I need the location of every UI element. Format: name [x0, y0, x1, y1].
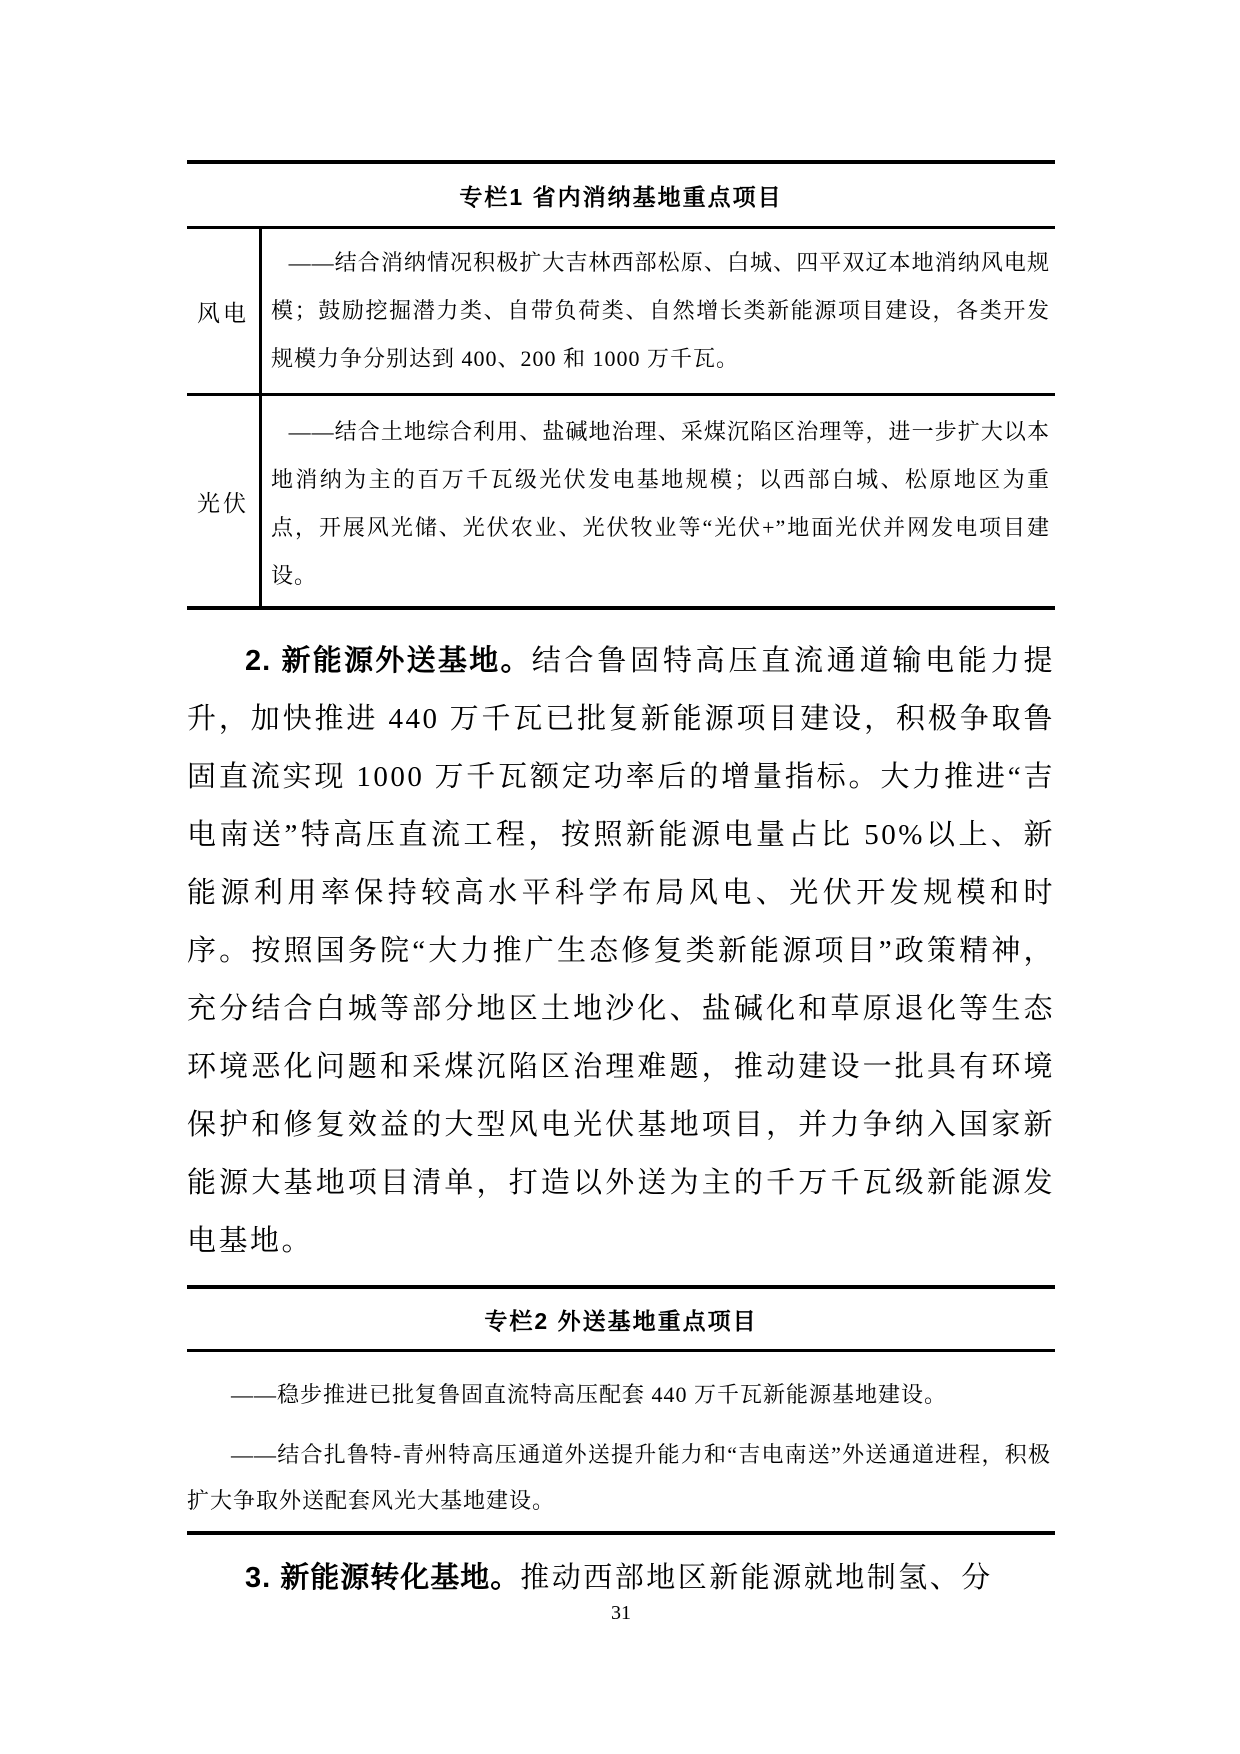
- row-text-wind: ——结合消纳情况积极扩大吉林西部松原、白城、四平双辽本地消纳风电规模；鼓励挖掘潜力类、自带负荷类、自然增长类新能源项目建设，各类开发规模力争分别达到 400、200 和 1000 万千瓦。: [259, 229, 1055, 393]
- panel-column2-item: ——稳步推进已批复鲁固直流特高压配套 440 万千瓦新能源基地建设。: [231, 1382, 948, 1407]
- panel-column2-item: ——结合扎鲁特-青州特高压通道外送提升能力和“吉电南送”外送通道进程，积极扩大争取外送配套风光大基地建设。: [187, 1442, 1051, 1513]
- paragraph-3: [187, 1549, 1055, 1607]
- paragraph-2: [187, 632, 1055, 1270]
- paragraph-3-lead: 3. 新能源转化基地。: [245, 1562, 521, 1594]
- row-label-wind: 风电: [197, 300, 249, 326]
- table-row-wind: [187, 229, 1055, 396]
- table-row-solar: [187, 396, 1055, 606]
- panel-column2: [187, 1285, 1055, 1535]
- row-text-solar: ——结合土地综合利用、盐碱地治理、采煤沉陷区治理等，进一步扩大以本地消纳为主的百万千瓦级光伏发电基地规模；以西部白城、松原地区为重点，开展风光储、光伏农业、光伏牧业等“光伏+”地面光伏并网发电项目建设。: [259, 396, 1055, 606]
- paragraph-2-body: 结合鲁固特高压直流通道输电能力提升，加快推进 440 万千瓦已批复新能源项目建设，积极争取鲁固直流实现 1000 万千瓦额定功率后的增量指标。大力推进“吉电南送”特高压直流工程，按照新能源电量占比 50%以上、新能源利用率保持较高水平科学布局风电、光伏开发规模和时序。按照国务院“大力推广生态修复类新能源项目”政策精神，充分结合白城等部分地区土地沙化、盐碱化和草原退化等生态环境恶化问题和采煤沉陷区治理难题，推动建设一批具有环境保护和修复效益的大型风电光伏基地项目，并力争纳入国家新能源大基地项目清单，打造以外送为主的千万千瓦级新能源发电基地。: [187, 645, 1055, 1257]
- panel-column1-title: 专栏1 省内消纳基地重点项目: [187, 164, 1055, 229]
- panel-column2-title: 专栏2 外送基地重点项目: [187, 1289, 1055, 1352]
- row-label-solar: 光伏: [197, 490, 249, 516]
- panel-column2-items: [187, 1352, 1055, 1531]
- paragraph-3-body: 推动西部地区新能源就地制氢、分: [520, 1562, 993, 1594]
- page-number: 31: [611, 1602, 631, 1624]
- paragraph-2-lead: 2. 新能源外送基地。: [245, 645, 532, 677]
- panel-column1: [187, 160, 1055, 610]
